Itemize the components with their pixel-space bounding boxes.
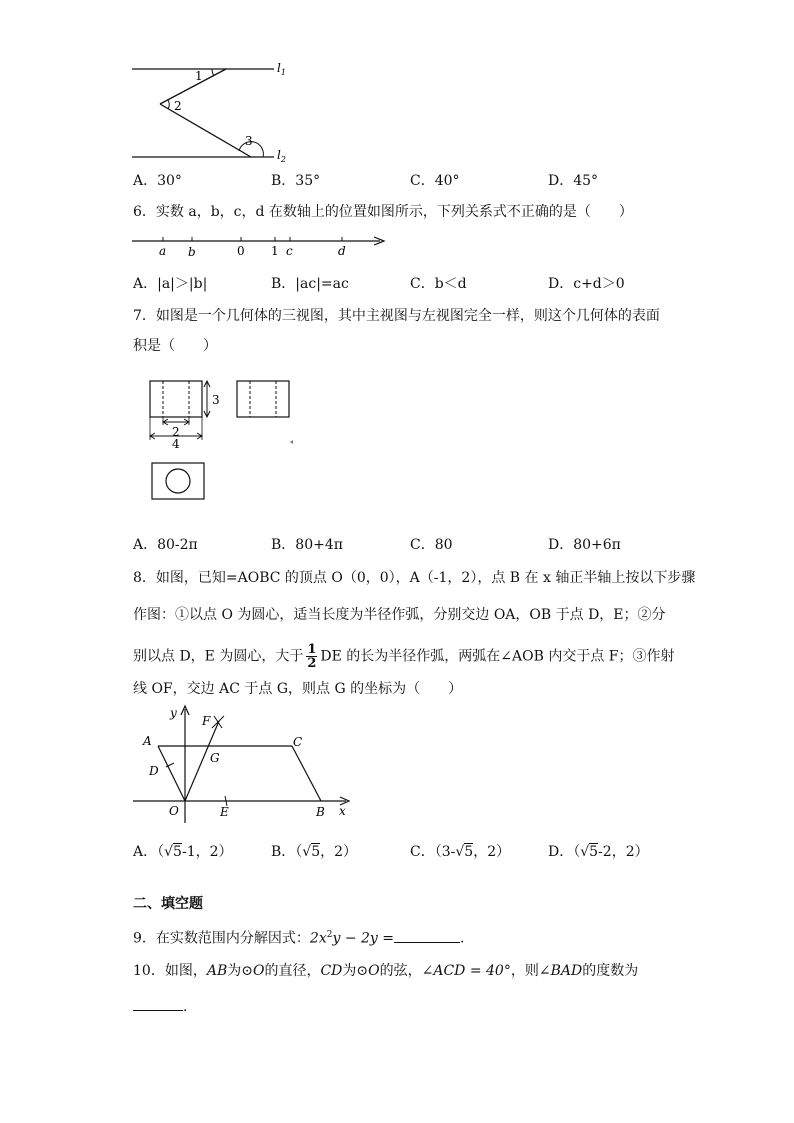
segment-upper (160, 69, 226, 104)
q6-stem: 6．实数 a，b，c，d 在数轴上的位置如图所示，下列关系式不正确的是（ ） (133, 204, 633, 220)
label-A: A (143, 734, 152, 748)
q5-option-c: C．40° (410, 173, 460, 189)
label-zero: 0 (237, 244, 245, 258)
dim-outer: 4 (172, 437, 180, 451)
q6-option-b: B．|ac|=ac (271, 276, 349, 292)
q8-line4: 线 OF，交边 AC 于点 G，则点 G 的坐标为（ ） (133, 681, 463, 697)
sqrt-icon: √ (302, 844, 312, 860)
q8-option-c: C．（3-√5，2） (410, 844, 511, 860)
dim-inner: 2 (172, 425, 180, 439)
q8-option-d: D．（√5-2，2） (548, 844, 649, 860)
q7-option-a: A．80-2π (133, 537, 198, 553)
q9-line: 9．在实数范围内分解因式：$2x^2y - 2y$ = . (133, 926, 464, 948)
front-view (150, 381, 202, 417)
fraction-half: $\frac{1}{2}$ (307, 642, 317, 671)
label-F: F (202, 714, 211, 728)
answer-blank[interactable] (133, 996, 183, 1011)
sqrt-icon: √ (580, 844, 590, 860)
label-C: C (293, 735, 303, 749)
label-E: E (220, 805, 229, 819)
angle-arc-2 (168, 100, 169, 109)
q10-line1: 10．如图，AB为⊙O的直径，CD为⊙O的弦，∠ACD = 40°，则∠BAD的度数为 (133, 963, 639, 979)
q7-three-views (140, 372, 310, 504)
q5-option-b: B．35° (271, 173, 321, 189)
q8-line2: 作图：①以点 O 为圆心，适当长度为半径作弧，分别交边 OA，OB 于点 D，E；②分 (133, 607, 666, 623)
angle-label-1: 1 (195, 69, 203, 83)
q5-figure (128, 58, 298, 168)
angle-label-2: 2 (174, 99, 182, 113)
dim-height: 3 (212, 393, 220, 407)
label-b: b (188, 245, 196, 259)
q5-option-a: A．30° (133, 173, 182, 189)
q7-option-b: B．80+4π (271, 537, 343, 553)
label-G: G (210, 751, 220, 765)
q6-option-d: D．c+d＞0 (548, 276, 625, 292)
q8-line3: 别以点 D，E 为圆心，大于 $\frac{1}{2}$ DE 的长为半径作弧，两弧在∠AOB 内交于点 F；③作射 (133, 642, 675, 671)
q6-option-c: C．b＜d (410, 276, 467, 292)
q7-stem-line2: 积是（ ） (133, 338, 217, 354)
label-D: D (149, 764, 159, 778)
q10-line2: . (133, 996, 187, 1016)
section-title: 二、填空题 (133, 896, 203, 912)
label-l1: $l_1$ (277, 61, 286, 77)
q6-number-line (128, 228, 390, 262)
label-y: y (170, 706, 177, 720)
label-B: B (316, 805, 325, 819)
q7-option-c: C．80 (410, 537, 453, 553)
q6-option-a: A．|a|＞|b| (133, 276, 208, 292)
label-d: d (338, 244, 346, 258)
q8-option-b: B．（√5，2） (271, 844, 358, 860)
q8-option-a: A．（√5-1，2） (133, 844, 233, 860)
q7-option-d: D．80+6π (548, 537, 621, 553)
label-a: a (159, 244, 167, 258)
label-c: c (286, 244, 293, 258)
answer-blank[interactable] (394, 928, 460, 943)
q8-line1: 8．如图，已知=AOBC 的顶点 O（0，0），A（-1，2），点 B 在 x 轴正半轴上按以下步骤 (133, 570, 696, 586)
label-O: O (169, 804, 179, 818)
sqrt-icon: √ (164, 844, 174, 860)
top-view (152, 463, 204, 499)
label-l2: $l_2$ (277, 148, 286, 164)
sqrt-icon: √ (455, 844, 465, 860)
q8-figure (128, 703, 358, 823)
side-view (237, 381, 289, 417)
q5-option-d: D．45° (548, 173, 599, 189)
angle-label-3: 3 (245, 134, 253, 148)
label-one: 1 (271, 244, 279, 258)
label-x: x (339, 804, 346, 818)
q7-stem-line1: 7．如图是一个几何体的三视图，其中主视图与左视图完全一样，则这个几何体的表面 (133, 308, 660, 324)
angle-arc-1 (212, 69, 214, 76)
